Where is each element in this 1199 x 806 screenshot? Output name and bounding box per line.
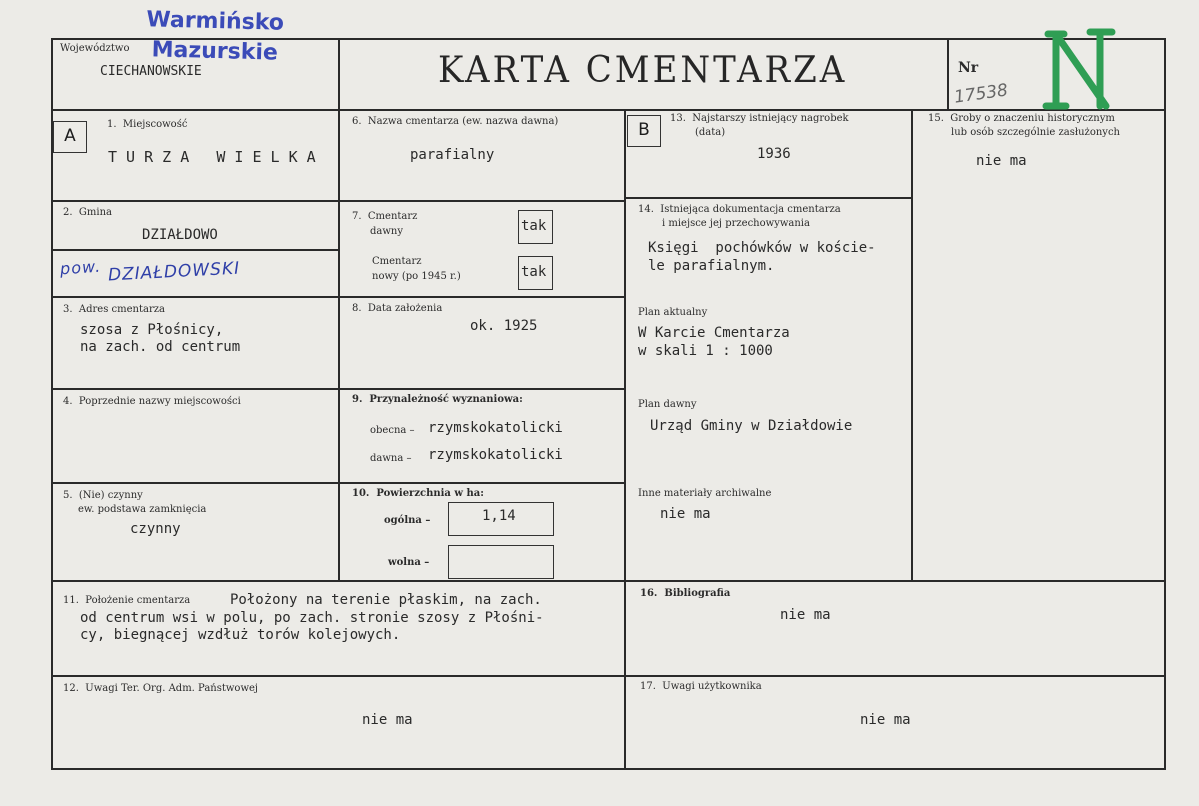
field-15-label-1: 15. Groby o znaczeniu historycznym [928, 113, 1115, 124]
section-b-box: B [627, 115, 661, 147]
field-11-line-1: Położony na terenie płaskim, na zach. [230, 592, 542, 608]
field-14-label-1: 14. Istniejąca dokumentacja cmentarza [638, 204, 841, 215]
field-14-value-2: le parafialnym. [648, 258, 775, 274]
inne-value: nie ma [660, 506, 711, 522]
card-title: KARTA CMENTARZA [438, 48, 848, 92]
field-3-label: 3. Adres cmentarza [63, 304, 165, 315]
field-4-label: 4. Poprzednie nazwy miejscowości [63, 396, 241, 407]
nr-label: Nr [958, 60, 979, 76]
field-9-dawna-label: dawna – [370, 453, 412, 464]
wojewodztwo-value: CIECHANOWSKIE [100, 64, 202, 79]
field-7-dawny-value: tak [521, 218, 547, 234]
plan-aktualny-value-2: w skali 1 : 1000 [638, 343, 773, 359]
plan-aktualny-value-1: W Karcie Cmentarza [638, 325, 790, 341]
field-9-obecna-value: rzymskokatolicki [428, 420, 563, 436]
rule-row-12 [51, 675, 1166, 677]
field-12-value: nie ma [362, 712, 413, 728]
wojewodztwo-label: Województwo [60, 43, 130, 54]
rule-bottom [51, 768, 1166, 770]
field-9-dawna-value: rzymskokatolicki [428, 447, 563, 463]
field-15-label-2: lub osób szczególnie zasłużonych [951, 127, 1120, 138]
field-3-value-1: szosa z Płośnicy, [80, 322, 224, 338]
field-6-label: 6. Nazwa cmentarza (ew. nazwa dawna) [352, 116, 559, 127]
field-17-value: nie ma [860, 712, 911, 728]
field-9-obecna-label: obecna – [370, 425, 415, 436]
field-1-value: T U R Z A W I E L K A [108, 148, 316, 166]
field-10-ogolna-value: 1,14 [482, 508, 516, 524]
nr-handwritten: 17538 [952, 80, 1010, 108]
rule-header-1 [338, 38, 340, 111]
rule-under-header [51, 109, 1166, 111]
rule-col-c [911, 109, 913, 582]
field-7-label-4: nowy (po 1945 r.) [372, 271, 461, 282]
field-11-line-2: od centrum wsi w polu, po zach. stronie szosy z Płośni- [80, 610, 544, 626]
field-7-label-2: dawny [370, 226, 404, 237]
field-2-hand-value: DZIAŁDOWSKI [107, 258, 241, 286]
field-3-value-2: na zach. od centrum [80, 339, 241, 355]
field-7-label-3: Cmentarz [372, 256, 422, 267]
rule-col-a [338, 109, 340, 582]
field-2-hand-prefix: pow. [59, 256, 102, 279]
field-15-value: nie ma [976, 153, 1027, 169]
stamp-line-2: Mazurskie [151, 37, 279, 66]
field-10-wolna-label: wolna – [388, 557, 430, 568]
field-14-value-1: Księgi pochówków w koście- [648, 240, 876, 256]
field-13-label-2: (data) [695, 127, 726, 138]
rule-row-11 [51, 580, 1166, 582]
stamp-line-1: Warmińsko [146, 7, 285, 36]
field-1-label: 1. Miejscowość [107, 119, 188, 130]
field-6-value: parafialny [410, 147, 495, 163]
rule-header-2 [947, 38, 949, 111]
field-2-value: DZIAŁDOWO [142, 227, 218, 243]
field-16-label: 16. Bibliografia [640, 588, 731, 599]
field-8-value: ok. 1925 [470, 318, 538, 334]
rule-col-b [624, 109, 626, 770]
rule-mid-7 [340, 296, 624, 298]
field-10-wolna-box [448, 545, 554, 579]
field-11-line-3: cy, biegnącej wzdłuż torów kolejowych. [80, 627, 401, 643]
rule-right-edge [1164, 38, 1166, 770]
section-a-box: A [53, 121, 87, 153]
inne-label: Inne materiały archiwalne [638, 488, 772, 499]
field-14-label-2: i miejsce jej przechowywania [662, 218, 810, 229]
field-13-value: 1936 [757, 146, 791, 162]
rule-row1-b [626, 197, 911, 199]
field-5-label-1: 5. (Nie) czynny [63, 490, 143, 501]
field-10-ogolna-label: ogólna – [384, 515, 431, 526]
field-5-label-2: ew. podstawa zamknięcia [78, 504, 207, 515]
rule-left-gmina [51, 249, 338, 251]
field-16-value: nie ma [780, 607, 831, 623]
field-7-nowy-value: tak [521, 264, 547, 280]
field-13-label-1: 13. Najstarszy istniejący nagrobek [670, 113, 849, 124]
plan-dawny-label: Plan dawny [638, 399, 697, 410]
field-5-value: czynny [130, 521, 181, 537]
field-2-label: 2. Gmina [63, 207, 112, 218]
field-10-label: 10. Powierzchnia w ha: [352, 488, 484, 499]
field-9-label: 9. Przynależność wyznaniowa: [352, 394, 523, 405]
plan-aktualny-label: Plan aktualny [638, 307, 708, 318]
field-12-label: 12. Uwagi Ter. Org. Adm. Państwowej [63, 683, 259, 694]
field-17-label: 17. Uwagi użytkownika [640, 681, 762, 692]
field-11-label: 11. Położenie cmentarza [63, 595, 191, 606]
field-8-label: 8. Data założenia [352, 303, 443, 314]
category-letter-n [1030, 26, 1130, 110]
field-7-label-1: 7. Cmentarz [352, 211, 418, 222]
region-stamp [145, 8, 284, 66]
plan-dawny-value: Urząd Gminy w Działdowie [650, 418, 853, 434]
rule-left-adres [51, 296, 338, 298]
